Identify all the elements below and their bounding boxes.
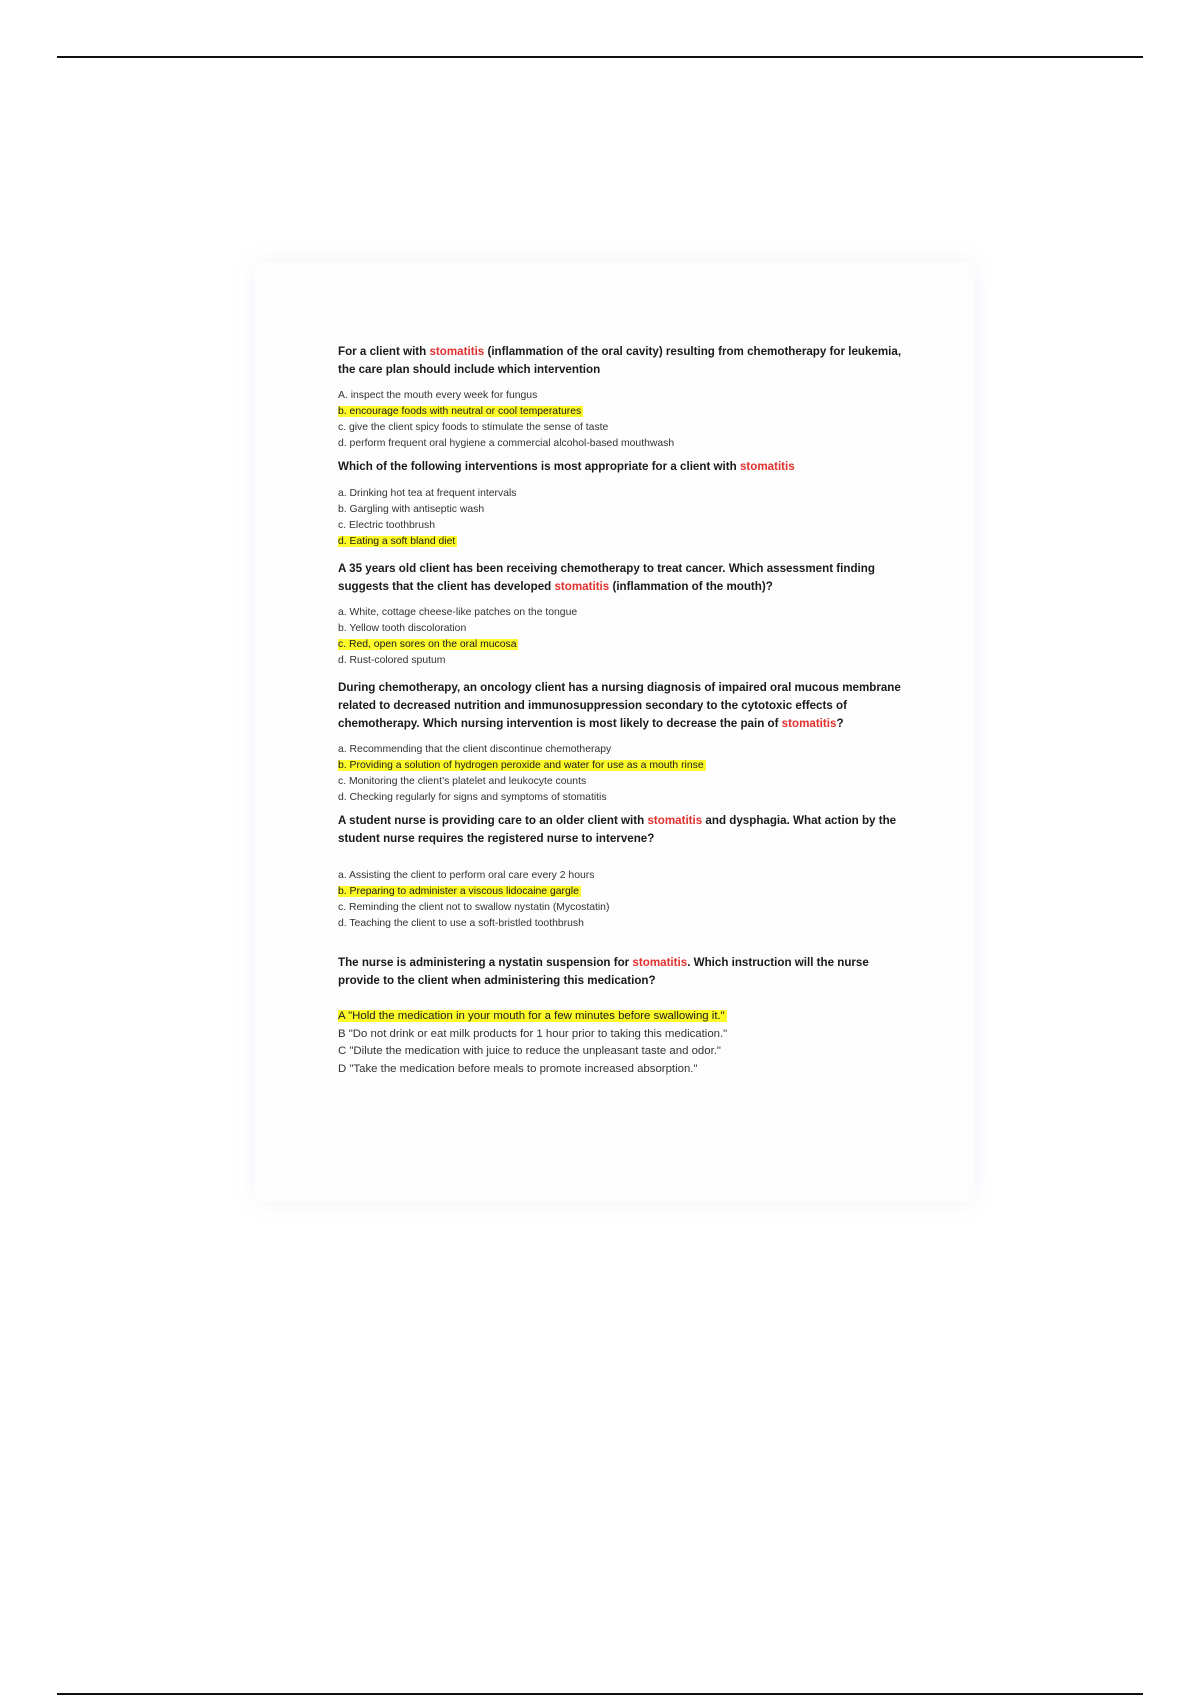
answer-option: C "Dilute the medication with juice to reduce the unpleasant taste and odor."	[338, 1045, 721, 1057]
question-text: The nurse is administering a nystatin suspension for stomatitis. Which instruction will the nurse provide to the client when administering this medication?	[338, 956, 869, 987]
answer-option-correct: d. Eating a soft bland diet	[338, 536, 456, 547]
answer-option: d. Rust-colored sputum	[338, 655, 446, 666]
answer-option: a. Recommending that the client discontinue chemotherapy	[338, 744, 612, 755]
answer-option-correct: b. encourage foods with neutral or cool temperatures	[338, 406, 582, 417]
keyword-stomatitis: stomatitis	[429, 345, 485, 358]
answer-option: c. give the client spicy foods to stimulate the sense of taste	[338, 422, 609, 433]
keyword-stomatitis: stomatitis	[554, 580, 610, 593]
bottom-rule	[57, 1693, 1143, 1695]
question-block	[338, 679, 908, 806]
question-block	[338, 812, 908, 932]
answer-option: A. inspect the mouth every week for fungus	[338, 390, 538, 401]
answer-option: B "Do not drink or eat milk products for 1 hour prior to taking this medication."	[338, 1027, 728, 1040]
question-text: During chemotherapy, an oncology client has a nursing diagnosis of impaired oral mucous membrane related to decreased nutrition and immunosuppression secondary to the cytotoxic effects of chemotherapy. Which nursing intervention is most likely to decrease the pain of stomatitis?	[338, 681, 901, 730]
answer-option: d. Teaching the client to use a soft-bristled toothbrush	[338, 918, 584, 929]
question-text: For a client with stomatitis (inflammation of the oral cavity) resulting from chemotherapy for leukemia, the care plan should include which intervention	[338, 345, 902, 376]
question-block	[338, 560, 908, 669]
answer-option-correct: c. Red, open sores on the oral mucosa	[338, 639, 517, 650]
answer-option-correct: b. Preparing to administer a viscous lidocaine gargle	[338, 886, 579, 897]
answer-option: a. Drinking hot tea at frequent intervals	[338, 488, 517, 499]
answer-option: c. Reminding the client not to swallow nystatin (Mycostatin)	[338, 902, 610, 913]
question-block	[338, 343, 908, 452]
question-text: A student nurse is providing care to an older client with stomatitis and dysphagia. What action by the student nurse requires the registered nurse to intervene?	[338, 814, 897, 845]
question-block	[338, 458, 908, 550]
question-block	[338, 954, 908, 1078]
question-text: Which of the following interventions is most appropriate for a client with stomatitis	[338, 460, 795, 473]
answer-option: d. Checking regularly for signs and symptoms of stomatitis	[338, 792, 607, 803]
question-text: A 35 years old client has been receiving chemotherapy to treat cancer. Which assessment finding suggests that the client has developed stomatitis (inflammation of the mouth)?	[338, 562, 875, 593]
keyword-stomatitis: stomatitis	[781, 717, 837, 730]
answer-option-correct: A "Hold the medication in your mouth for a few minutes before swallowing it."	[338, 1010, 725, 1022]
top-rule	[57, 56, 1143, 58]
answer-option: a. Assisting the client to perform oral care every 2 hours	[338, 870, 595, 881]
answer-option: c. Monitoring the client’s platelet and leukocyte counts	[338, 776, 587, 787]
keyword-stomatitis: stomatitis	[739, 460, 795, 473]
answer-option: d. perform frequent oral hygiene a commercial alcohol-based mouthwash	[338, 438, 675, 449]
keyword-stomatitis: stomatitis	[632, 956, 688, 969]
answer-option: a. White, cottage cheese-like patches on the tongue	[338, 607, 578, 618]
keyword-stomatitis: stomatitis	[647, 814, 703, 827]
answer-option: D "Take the medication before meals to promote increased absorption."	[338, 1062, 698, 1075]
question-list	[338, 343, 908, 1084]
answer-option: b. Gargling with antiseptic wash	[338, 504, 485, 515]
answer-option: b. Yellow tooth discoloration	[338, 623, 467, 634]
answer-option: c. Electric toothbrush	[338, 520, 436, 531]
answer-option-correct: b. Providing a solution of hydrogen peroxide and water for use as a mouth rinse	[338, 760, 704, 771]
